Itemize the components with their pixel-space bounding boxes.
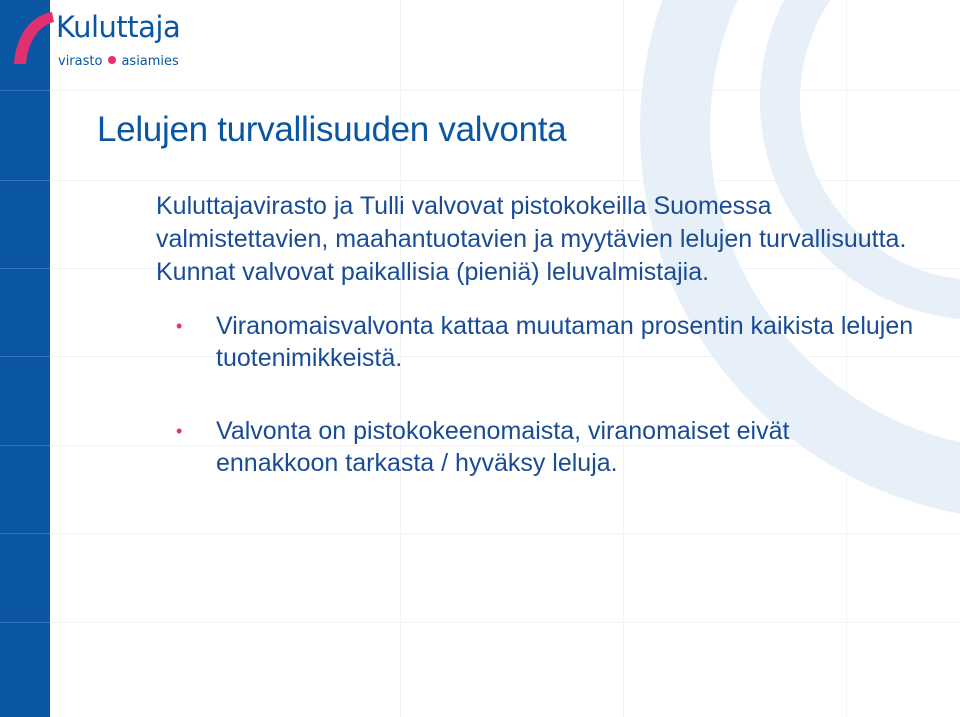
band-divider bbox=[0, 268, 50, 269]
bullet-item bbox=[176, 415, 916, 479]
band-divider bbox=[0, 90, 50, 91]
background-grid-line bbox=[50, 533, 960, 534]
bullet-list bbox=[176, 310, 916, 520]
intro-paragraph: Kuluttajavirasto ja Tulli valvovat pistokokeilla Suomessa valmistettavien, maahantuotavien ja myytävien lelujen turvallisuutta. Kunnat valvovat paikallisia (pieniä) leluvalmistajia. bbox=[156, 192, 907, 286]
bullet-icon: • bbox=[176, 316, 183, 336]
band-divider bbox=[0, 180, 50, 181]
bullet-item bbox=[176, 310, 916, 374]
band-divider bbox=[0, 356, 50, 357]
logo-subtitle bbox=[58, 54, 179, 69]
band-divider bbox=[0, 622, 50, 623]
logo-title: Kuluttaja bbox=[56, 10, 181, 44]
kuluttaja-logo bbox=[6, 4, 206, 74]
band-divider bbox=[0, 445, 50, 446]
left-color-band bbox=[0, 0, 50, 717]
bullet-icon: • bbox=[176, 421, 183, 441]
background-grid-line bbox=[50, 622, 960, 623]
logo-mark-icon bbox=[6, 4, 62, 70]
bullet-text: Viranomaisvalvonta kattaa muutaman prosentin kaikista lelujen tuotenimikkeistä. bbox=[216, 312, 914, 372]
logo-sub-right: asiamies bbox=[121, 54, 179, 69]
logo-sub-left: virasto bbox=[58, 54, 103, 69]
band-divider bbox=[0, 533, 50, 534]
slide-title: Lelujen turvallisuuden valvonta bbox=[97, 110, 567, 149]
logo-dot-icon bbox=[108, 56, 116, 64]
bullet-text: Valvonta on pistokokeenomaista, viranomaiset eivät ennakkoon tarkasta / hyväksy leluja. bbox=[216, 417, 790, 477]
